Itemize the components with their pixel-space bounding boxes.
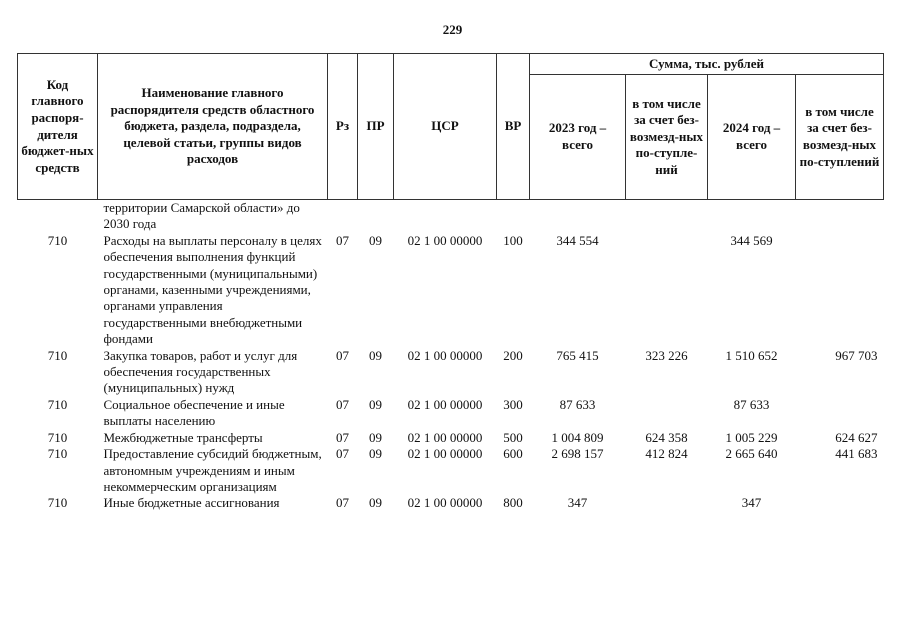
cell-csr: 02 1 00 00000: [407, 232, 483, 248]
cell-2023-grant: [626, 233, 708, 348]
cell-2024-total: 87 633: [733, 396, 770, 412]
cell-code: 710: [47, 429, 68, 445]
header-sum: Сумма, тыс. рублей: [530, 54, 884, 75]
cell-2024-total: 344 569: [730, 232, 773, 248]
cell-2024-grant: [796, 495, 884, 511]
cell-code: 710: [47, 396, 68, 412]
cell-name: Межбюджетные трансферты: [103, 429, 263, 445]
cell-2023-total: 1 004 809: [551, 429, 604, 445]
table-body: [18, 200, 884, 512]
cell-name: Закупка товаров, работ и услуг для обеспечения государственных (муниципальных) нужд: [103, 347, 298, 396]
cell-name: Предоставление субсидий бюджетным, автономным учреждениям и иным некоммерческим организациям: [103, 446, 322, 494]
page-number: 229: [442, 22, 463, 37]
cell-code: 710: [47, 347, 68, 363]
cell-2023-grant: 323 226: [645, 347, 688, 363]
header-csr: ЦСР: [394, 54, 497, 200]
header-rz: Рз: [328, 54, 358, 200]
cell-csr: 02 1 00 00000: [407, 446, 483, 462]
header-code: Код главного распоря-дителя бюджет-ных средств: [18, 54, 98, 200]
cell-2024-total: [708, 200, 796, 233]
cell-2023-total: 2 698 157: [551, 446, 604, 462]
header-2023-grant: в том числе за счет без-возмезд-ных по-ступле-ний: [626, 75, 708, 200]
cell-2023-total: 347: [567, 495, 588, 511]
cell-csr: 02 1 00 00000: [407, 495, 483, 511]
cell-2024-grant: 624 627: [835, 429, 878, 445]
cell-rz: [328, 200, 358, 233]
header-2024-total: 2024 год – всего: [708, 75, 796, 200]
cell-2023-total: 87 633: [559, 396, 596, 412]
header-2024-grant: в том числе за счет без-возмезд-ных по-ступлений: [796, 75, 884, 200]
cell-2023-total: 344 554: [556, 232, 599, 248]
cell-name: территории Самарской области» до 2030 года: [103, 200, 300, 232]
table-row: [18, 446, 884, 495]
cell-2023-grant: 624 358: [645, 429, 688, 445]
budget-table: [17, 53, 884, 512]
cell-csr: 02 1 00 00000: [407, 396, 483, 412]
header-pr: ПР: [358, 54, 394, 200]
cell-rz: 07: [336, 495, 349, 511]
cell-2024-total: 1 510 652: [725, 347, 778, 363]
cell-csr: 02 1 00 00000: [407, 429, 483, 445]
table-row: [18, 200, 884, 233]
header-vr: ВР: [497, 54, 530, 200]
cell-2023-total: 765 415: [556, 347, 599, 363]
cell-rz: 07: [336, 347, 349, 363]
cell-code: 710: [47, 232, 68, 248]
cell-csr: 02 1 00 00000: [407, 347, 483, 363]
cell-pr: 09: [369, 446, 382, 462]
cell-pr: 09: [369, 495, 382, 511]
cell-pr: [358, 200, 394, 233]
cell-pr: 09: [369, 429, 382, 445]
table-header: [18, 54, 884, 200]
cell-code: 710: [47, 446, 68, 462]
cell-vr: 300: [503, 396, 523, 412]
cell-2024-grant: 441 683: [835, 446, 878, 462]
cell-2024-grant: [796, 200, 884, 233]
cell-2023-grant: [626, 200, 708, 233]
cell-name: Социальное обеспечение и иные выплаты населению: [103, 396, 285, 429]
table-row: [18, 397, 884, 430]
cell-vr: 100: [503, 232, 523, 248]
cell-2023-grant: [626, 495, 708, 511]
cell-rz: 07: [336, 232, 349, 248]
cell-rz: 07: [336, 396, 349, 412]
cell-vr: 800: [503, 495, 523, 511]
cell-2023-total: [530, 200, 626, 233]
cell-2024-total: 347: [741, 495, 762, 511]
cell-2024-grant: 967 703: [835, 347, 878, 363]
cell-pr: 09: [369, 232, 382, 248]
cell-name: Расходы на выплаты персоналу в целях обеспечения выполнения функций государственными (муниципальными) органами, казенными учреждениями, органами управления государственными внебюджетными фондами: [103, 232, 322, 347]
cell-2023-grant: 412 824: [645, 446, 688, 462]
table-row: [18, 348, 884, 397]
table-row: [18, 430, 884, 446]
cell-pr: 09: [369, 396, 382, 412]
cell-2024-total: 2 665 640: [725, 446, 778, 462]
cell-code: [18, 200, 98, 233]
cell-name: Иные бюджетные ассигнования: [103, 495, 280, 511]
cell-vr: 600: [503, 446, 523, 462]
header-2023-total: 2023 год – всего: [530, 75, 626, 200]
table-row: [18, 495, 884, 511]
cell-vr: 500: [503, 429, 523, 445]
cell-rz: 07: [336, 446, 349, 462]
table-row: [18, 233, 884, 348]
cell-2023-grant: [626, 397, 708, 430]
cell-2024-grant: [796, 233, 884, 348]
cell-rz: 07: [336, 429, 349, 445]
cell-vr: 200: [503, 347, 523, 363]
cell-pr: 09: [369, 347, 382, 363]
cell-csr: [394, 200, 497, 233]
cell-vr: [497, 200, 530, 233]
cell-code: 710: [47, 495, 68, 511]
header-name: Наименование главного распорядителя средств областного бюджета, раздела, подраздела, целевой статьи, группы видов расходов: [98, 54, 328, 200]
cell-2024-total: 1 005 229: [725, 429, 778, 445]
cell-2024-grant: [796, 397, 884, 430]
